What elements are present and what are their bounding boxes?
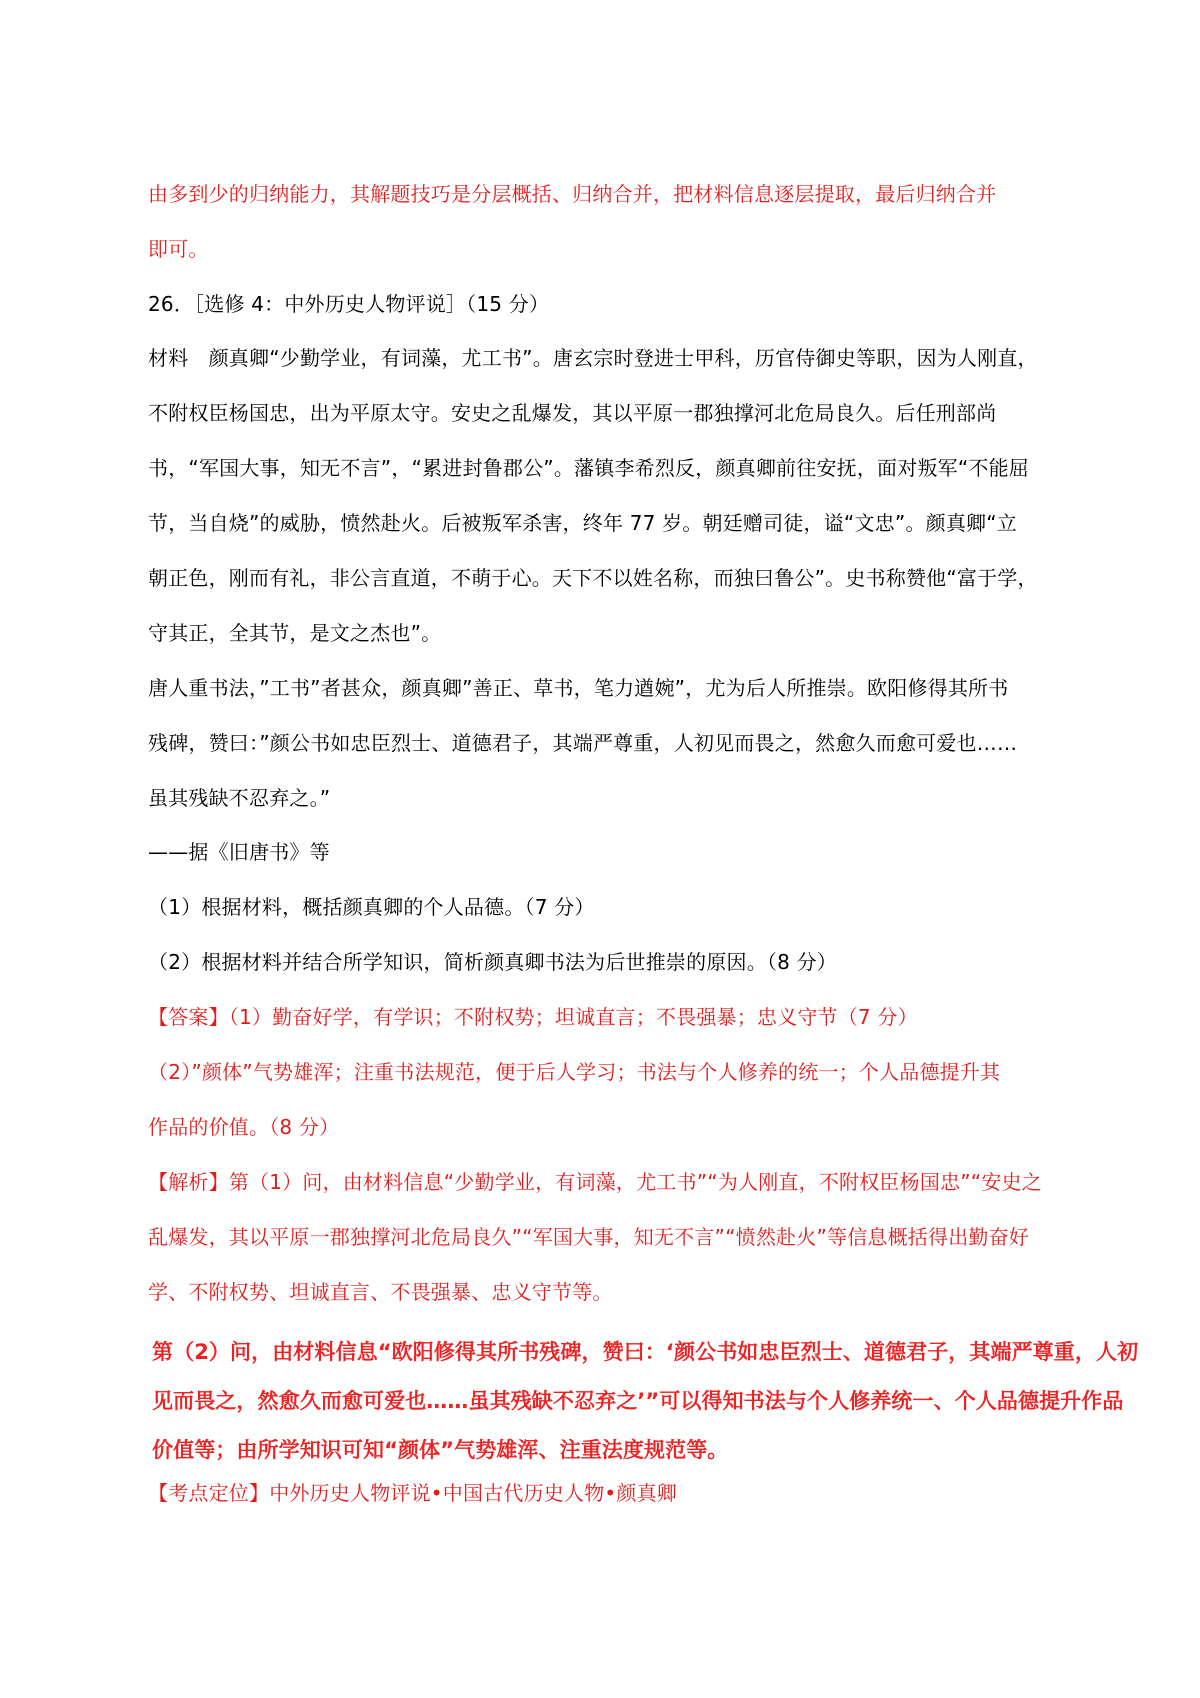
analysis-line-2: 乱爆发，其以平原一郡独撑河北危局良久”“军国大事，知无不言”“愤然赴火”等信息概括得出勤奋好 — [148, 1225, 1030, 1249]
analysis-tag: 【解析】 — [148, 1170, 229, 1194]
material-line-9: 虽其残缺不忍弃之。” — [148, 786, 331, 810]
material-line-6: 守其正，全其节，是文之杰也”。 — [148, 621, 442, 645]
answer-text-1: （1）勤奋好学，有学识；不附权势；坦诚直言；不畏强暴；忠义守节（7 分） — [228, 1005, 918, 1029]
material-line-7: 唐人重书法，”工书”者甚众，颜真卿”善正、草书，笔力遒婉”，尤为后人所推崇。欧阳修得其所书 — [148, 676, 1009, 700]
intro-line-1: 由多到少的归纳能力，其解题技巧是分层概括、归纳合并，把材料信息逐层提取，最后归纳合并 — [148, 182, 997, 206]
material-line-4: 节，当自烧”的威胁，愤然赴火。后被叛军杀害，终年 77 岁。朝廷赠司徒，谥“文忠”。颜真卿“立 — [148, 511, 1018, 535]
material-line-1: 材料 颜真卿“少勤学业，有词藻，尤工书”。唐玄宗时登进士甲科，历官侍御史等职，因为人刚直， — [148, 346, 1038, 370]
kaodian-tag: 【考点定位】 — [148, 1481, 270, 1505]
analysis-part2-line-2: 见而畏之，然愈久而愈可爱也……虽其残缺不忍弃之’”可以得知书法与个人修养统一、个人品德提升作品 — [152, 1389, 1124, 1413]
answer-line-1 — [148, 1004, 918, 1030]
analysis-line-1 — [148, 1169, 1042, 1195]
kaodian-line — [148, 1480, 677, 1506]
sub-question-2: （2）根据材料并结合所学知识，简析颜真卿书法为后世推崇的原因。（8 分） — [148, 950, 838, 974]
analysis-part2-line-1: 第（2）问，由材料信息“欧阳修得其所书残碑，赞曰：‘颜公书如忠臣烈士、道德君子，其端严尊重，人初 — [152, 1340, 1139, 1364]
material-line-5: 朝正色，刚而有礼，非公言直道，不萌于心。天下不以姓名称，而独曰鲁公”。史书称赞他“富于学， — [148, 566, 1038, 590]
material-line-8: 残碑，赞曰：”颜公书如忠臣烈士、道德君子，其端严尊重，人初见而畏之，然愈久而愈可爱也…… — [148, 731, 1018, 755]
question-header: 26．［选修 4：中外历史人物评说］（15 分） — [148, 292, 550, 316]
answer-tag: 【答案】 — [148, 1005, 229, 1029]
kaodian-text: 中外历史人物评说•中国古代历史人物•颜真卿 — [269, 1481, 677, 1505]
source-citation: ——据《旧唐书》等 — [148, 840, 330, 864]
answer-line-2: （2）”颜体”气势雄浑；注重书法规范，便于后人学习；书法与个人修养的统一；个人品德提升其 — [148, 1060, 1001, 1084]
analysis-part2-line-3: 价值等；由所学知识可知“颜体”气势雄浑、注重法度规范等。 — [152, 1438, 729, 1462]
analysis-line-3: 学、不附权势、坦诚直言、不畏强暴、忠义守节等。 — [148, 1280, 613, 1304]
analysis-text-1: 第（1）问，由材料信息“少勤学业，有词藻，尤工书”“为人刚直，不附权臣杨国忠”“安史之 — [228, 1170, 1042, 1194]
intro-line-2: 即可。 — [148, 237, 209, 261]
answer-line-3: 作品的价值。（8 分） — [148, 1115, 340, 1139]
sub-question-1: （1）根据材料，概括颜真卿的个人品德。（7 分） — [148, 895, 595, 919]
material-line-2: 不附权臣杨国忠，出为平原太守。安史之乱爆发，其以平原一郡独撑河北危局良久。后任刑部尚 — [148, 401, 997, 425]
material-line-3: 书，“军国大事，知无不言”，“累进封鲁郡公”。藩镇李希烈反，颜真卿前往安抚，面对叛军“不能屈 — [148, 456, 1030, 480]
